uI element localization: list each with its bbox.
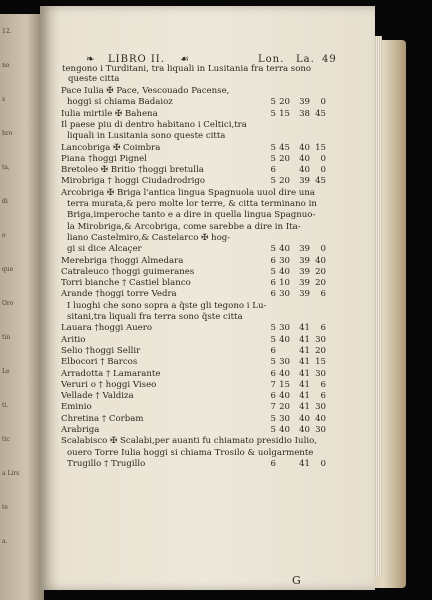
running-title: LIBRO II.	[108, 54, 165, 65]
left-page-text-fragment: que	[2, 266, 14, 273]
lon-degrees: 6	[270, 368, 276, 379]
lon-degrees: 5	[270, 142, 276, 153]
lat-minutes: 30	[315, 334, 326, 345]
book-page	[40, 6, 375, 590]
lon-degrees: 7	[270, 402, 276, 413]
lon-label: Lon.	[258, 54, 285, 65]
lat-minutes: 6	[320, 289, 326, 300]
lat-minutes: 0	[320, 165, 326, 176]
lat-degrees: 40	[299, 165, 310, 176]
left-page-text-fragment: ta,	[2, 164, 10, 171]
lon-degrees: 6	[270, 289, 276, 300]
place-name: gi si dice Alcaçer	[67, 244, 142, 255]
lon-degrees: 5	[270, 108, 276, 119]
lon-degrees: 6	[270, 255, 276, 266]
lon-degrees: 6	[270, 278, 276, 289]
left-page-text-fragment: di	[2, 198, 8, 205]
lon-minutes: 30	[279, 255, 290, 266]
place-name: Selio †hoggi Sellir	[61, 345, 141, 356]
place-name: Arradotta † Lamarante	[61, 368, 161, 379]
lat-minutes: 20	[315, 345, 326, 356]
place-name: Lancobriga ✠ Coimbra	[61, 142, 161, 153]
lat-degrees: 41	[299, 402, 310, 413]
lon-degrees: 6	[270, 345, 276, 356]
lat-minutes: 20	[315, 278, 326, 289]
lon-degrees: 5	[270, 176, 276, 187]
lat-minutes: 45	[315, 176, 326, 187]
lat-minutes: 6	[320, 379, 326, 390]
lon-degrees: 6	[270, 458, 276, 469]
lon-degrees: 5	[270, 413, 276, 424]
place-name: Vellade † Valdiza	[61, 391, 134, 402]
place-name: Aritio	[61, 334, 86, 345]
lat-degrees: 39	[299, 266, 310, 277]
place-name: Lauara †hoggi Auero	[61, 323, 153, 334]
place-name: Scalabisco ✠ Scalabi,per auanti fu chiamato presidio Iulio,	[61, 436, 317, 447]
lon-minutes: 10	[279, 278, 290, 289]
lon-minutes: 40	[279, 334, 290, 345]
lat-degrees: 40	[299, 425, 310, 435]
place-name: Bretoleo ✠ Britio †hoggi bretulla	[61, 165, 204, 176]
lat-degrees: 41	[299, 368, 310, 379]
lat-minutes: 0	[320, 153, 326, 164]
left-page-text-fragment: a.	[2, 538, 8, 545]
lon-degrees: 5	[270, 425, 276, 435]
place-name: Arcobriga ✠ Briga l'antica lingua Spagnuola uuol dire una	[61, 187, 315, 198]
place-name: Il paese piu di dentro habitano i Celtici,tra	[61, 119, 247, 130]
place-name: Elbocori † Barcos	[61, 357, 138, 368]
lat-degrees: 40	[299, 142, 310, 153]
lat-minutes: 30	[315, 402, 326, 413]
lon-minutes: 20	[279, 402, 290, 413]
place-name: Piana †hoggi Pignel	[61, 153, 147, 164]
lon-degrees: 6	[270, 391, 276, 402]
lon-minutes: 30	[279, 323, 290, 334]
place-name: Chretina † Corbam	[61, 413, 144, 424]
lat-degrees: 41	[299, 323, 310, 334]
lat-minutes: 0	[320, 97, 326, 108]
place-name: Eminio	[61, 402, 92, 413]
lat-degrees: 41	[299, 345, 310, 356]
lat-degrees: 39	[299, 289, 310, 300]
lon-degrees: 5	[270, 153, 276, 164]
left-page-text-fragment: Le	[2, 368, 10, 375]
adjacent-page-edge	[0, 14, 44, 600]
left-page-text-fragment: no	[2, 62, 10, 69]
place-name: Torri bianche † Castiel blanco	[61, 278, 191, 289]
lon-minutes: 45	[279, 142, 290, 153]
left-page-text-fragment: hro	[2, 130, 13, 137]
place-name: Arande †hoggi torre Vedra	[61, 289, 177, 300]
signature-mark: G	[292, 574, 301, 587]
place-name: Briga,imperoche tanto e a dire in quella lingua Spagnuo-	[67, 210, 316, 221]
left-page-text-fragment: tin	[2, 334, 11, 341]
lon-minutes: 30	[279, 289, 290, 300]
place-name: liquali in Lusitania sono queste citta	[67, 131, 226, 142]
lat-minutes: 30	[315, 368, 326, 379]
lat-degrees: 39	[299, 244, 310, 255]
lat-minutes: 45	[315, 108, 326, 119]
lon-minutes: 40	[279, 266, 290, 277]
lat-minutes: 0	[320, 458, 326, 469]
place-name: terra murata,& pero molte lor terre, & citta terminano in	[67, 199, 317, 209]
left-page-text-fragment: Oro	[2, 300, 14, 307]
lon-minutes: 15	[279, 108, 290, 119]
lat-minutes: 0	[320, 244, 326, 255]
header-ornament-right: ☙	[180, 54, 190, 65]
lon-degrees: 5	[270, 323, 276, 334]
lat-minutes: 6	[320, 323, 326, 334]
lat-degrees: 39	[299, 278, 310, 289]
lon-degrees: 5	[270, 266, 276, 277]
lon-minutes: 30	[279, 413, 290, 424]
intro-line: tengono i Turditani, tra liquali in Lusitania fra terra sono	[62, 64, 312, 74]
lon-degrees: 6	[270, 165, 276, 176]
lat-degrees: 41	[299, 334, 310, 345]
left-page-text-fragment: o	[2, 232, 6, 239]
left-page-text-fragment: s	[2, 96, 6, 103]
lat-degrees: 40	[299, 413, 310, 424]
lat-minutes: 40	[315, 255, 326, 266]
intro-line: queste citta	[68, 74, 120, 84]
lon-minutes: 40	[279, 391, 290, 402]
lon-degrees: 7	[270, 379, 276, 390]
lon-minutes: 30	[279, 357, 290, 368]
place-name: Mirobriga † hoggi Ciudadrodrigo	[61, 176, 206, 187]
place-name: ouero Torre Iulia hoggi si chiama Trosilo & uolgarmente	[67, 447, 314, 458]
lon-degrees: 5	[270, 97, 276, 108]
lat-minutes: 15	[315, 357, 326, 368]
header-ornament-left: ❧	[86, 54, 96, 65]
lat-degrees: 39	[299, 176, 310, 187]
lat-degrees: 39	[299, 97, 310, 108]
lat-degrees: 41	[299, 458, 310, 469]
place-name: I luoghi che sono sopra a q̃ste gli tegono i Lu-	[67, 300, 267, 311]
lat-minutes: 40	[315, 413, 326, 424]
place-name: Arabriga	[61, 425, 100, 435]
page-number: 49	[322, 54, 337, 65]
left-page-text-fragment: 12.	[2, 28, 12, 35]
lon-minutes: 40	[279, 244, 290, 255]
place-name: sitani,tra liquali fra terra sono q̃ste citta	[67, 312, 243, 322]
lat-degrees: 39	[299, 255, 310, 266]
lon-minutes: 40	[279, 425, 290, 435]
lon-minutes: 20	[279, 97, 290, 108]
left-page-text-fragment: a Lirs	[2, 470, 20, 477]
place-name: hoggi si chiama Badaioz	[67, 97, 173, 108]
lat-minutes: 20	[315, 266, 326, 277]
place-name: Veruri o † hoggi Viseo	[61, 379, 157, 390]
place-name: Trugillo † Trugillo	[67, 458, 146, 469]
left-page-text-fragment: ti.	[2, 402, 9, 409]
place-name: la Mirobriga,& Arcobriga, come sarebbe a dire in Ita-	[67, 221, 301, 232]
left-page-text-fragment: tic	[2, 436, 10, 443]
place-name: Pace Iulia ✠ Pace, Vescouado Pacense,	[61, 86, 230, 96]
lat-minutes: 6	[320, 391, 326, 402]
lat-minutes: 30	[315, 425, 326, 435]
lat-minutes: 15	[315, 142, 326, 153]
lat-degrees: 40	[299, 153, 310, 164]
lat-degrees: 41	[299, 379, 310, 390]
lon-minutes: 20	[279, 153, 290, 164]
lon-minutes: 40	[279, 368, 290, 379]
lon-degrees: 5	[270, 357, 276, 368]
lat-label: La.	[296, 54, 315, 65]
lat-degrees: 41	[299, 391, 310, 402]
place-name: liano Castelmiro,& Castelarco ✠ hog-	[67, 232, 231, 243]
lon-degrees: 5	[270, 334, 276, 345]
lat-degrees: 38	[299, 108, 310, 119]
place-name: Catraleuco †hoggi guimeranes	[61, 266, 195, 277]
left-page-text-fragment: te	[2, 504, 8, 511]
lon-minutes: 20	[279, 176, 290, 187]
place-name: Merebriga †hoggi Almedara	[61, 255, 184, 266]
lat-degrees: 41	[299, 357, 310, 368]
place-name: Iulia mirtile ✠ Bahena	[61, 108, 158, 119]
lon-minutes: 15	[279, 379, 290, 390]
lon-degrees: 5	[270, 244, 276, 255]
